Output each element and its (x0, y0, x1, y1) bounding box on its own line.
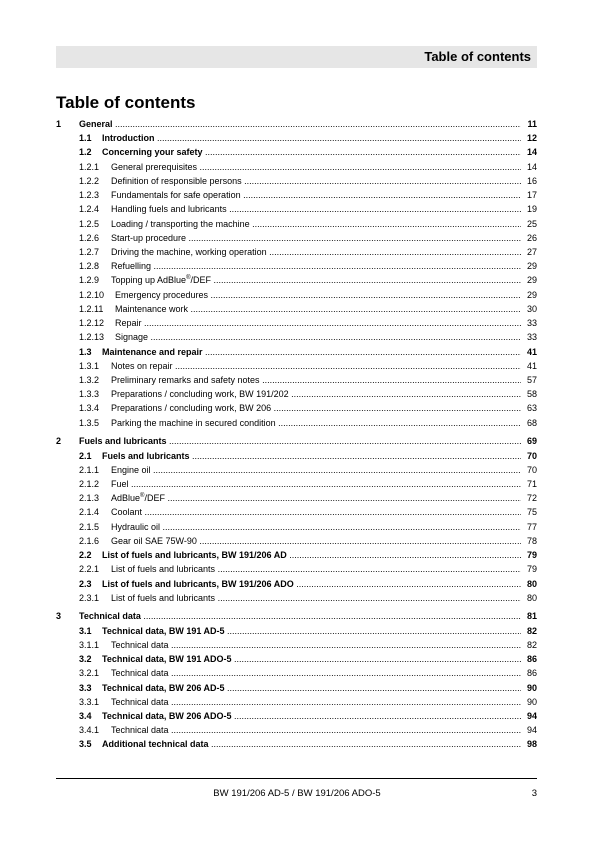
toc-entry-page: 82 (526, 639, 537, 650)
toc-entry-page: 75 (526, 507, 537, 518)
toc-entry-number: 1.2.10 (79, 289, 105, 300)
toc-entry-page: 90 (526, 682, 537, 693)
toc-entry-title (111, 373, 521, 387)
toc-entry-title (111, 723, 521, 737)
toc-entry-title-text: Loading / transporting the machine (111, 218, 250, 229)
toc-entry[interactable] (56, 609, 537, 623)
toc-entry-title-text: Signage (115, 332, 149, 343)
toc-entry-page: 98 (526, 739, 537, 750)
toc-entry-number: 2.1.4 (79, 507, 100, 518)
toc-entry-page: 17 (526, 190, 537, 201)
toc-entry-page: 33 (526, 318, 537, 329)
toc-entry-number: 1.1 (79, 133, 92, 144)
toc-entry-number: 1.2.7 (79, 246, 100, 257)
toc-entry[interactable] (56, 534, 537, 548)
toc-entry-title-text: Introduction (102, 133, 155, 144)
toc-entry[interactable] (56, 548, 537, 562)
toc-entry[interactable] (56, 259, 537, 273)
page-title: Table of contents (56, 93, 196, 112)
toc-entry-page: 79 (526, 564, 537, 575)
toc-entry-title-text: Start-up procedure (111, 232, 187, 243)
toc-entry-title-text: List of fuels and lubricants (111, 564, 216, 575)
toc-entry[interactable] (56, 591, 537, 605)
toc-entry-title-text: Refuelling (111, 261, 152, 272)
toc-entry[interactable] (56, 359, 537, 373)
toc-entry-title (111, 520, 521, 534)
toc-entry-page: 14 (526, 161, 537, 172)
toc-entry-title (115, 288, 521, 302)
toc-entry-title (102, 577, 521, 591)
toc-entry[interactable] (56, 695, 537, 709)
toc-entry-title (111, 505, 521, 519)
toc-entry-page: 70 (526, 450, 537, 461)
toc-entry-title-text: Additional technical data (102, 739, 209, 750)
toc-entry[interactable] (56, 330, 537, 344)
toc-entry[interactable] (56, 562, 537, 576)
toc-entry-page: 12 (526, 133, 537, 144)
toc-entry[interactable] (56, 345, 537, 359)
toc-entry-title-text: Technical data, BW 206 AD-5 (102, 682, 225, 693)
toc-entry[interactable] (56, 463, 537, 477)
toc-entry[interactable] (56, 577, 537, 591)
toc-entry-title (111, 259, 521, 273)
toc-entry-title (102, 737, 521, 751)
toc-entry-number: 3 (56, 611, 62, 622)
toc-entry-number: 1.2.4 (79, 204, 100, 215)
toc-entry-number: 3.2.1 (79, 668, 100, 679)
toc-entry-number: 2.2.1 (79, 564, 100, 575)
toc-entry-title-text: Notes on repair (111, 360, 173, 371)
toc-entry-title-text: Technical data, BW 191 ADO-5 (102, 654, 232, 665)
toc-entry-number: 2.3 (79, 578, 92, 589)
footer-page-number: 3 (531, 788, 537, 799)
toc-entry-title-text: Fundamentals for safe operation (111, 190, 241, 201)
toc-entry-title-text: Repair (115, 318, 142, 329)
toc-entry-page: 80 (526, 578, 537, 589)
toc-entry-number: 1.3.5 (79, 417, 100, 428)
running-header (56, 46, 537, 68)
toc-entry-title (111, 188, 521, 202)
toc-entry-title (79, 117, 521, 131)
toc-entry-page: 11 (527, 119, 537, 129)
toc-entry[interactable] (56, 505, 537, 519)
toc-entry-title-text: Coolant (111, 507, 143, 518)
toc-entry-title (111, 359, 521, 373)
toc-entry-number: 1.2.9 (79, 275, 100, 286)
toc-entry-title-text: AdBlue®/DEF (111, 493, 165, 504)
toc-entry-title (111, 273, 521, 287)
toc-entry-number: 2.1.3 (79, 493, 100, 504)
toc-entry-page: 86 (526, 668, 537, 679)
toc-entry-title (102, 652, 521, 666)
toc-entry-number: 3.1.1 (79, 639, 100, 650)
toc-entry-title-text: Technical data, BW 206 ADO-5 (102, 710, 232, 721)
toc-entry-title (115, 330, 521, 344)
toc-entry-title (102, 624, 521, 638)
toc-entry-title (102, 145, 521, 159)
toc-entry-title-text: Technical data (79, 611, 141, 622)
toc-entry-title (111, 245, 521, 259)
toc-entry-title-text: List of fuels and lubricants (111, 592, 216, 603)
toc-entry[interactable] (56, 709, 537, 723)
toc-entry[interactable] (56, 681, 537, 695)
toc-entry-page: 41 (526, 346, 537, 357)
toc-entry-number: 2.1.5 (79, 521, 100, 532)
toc-entry[interactable] (56, 401, 537, 415)
toc-entry[interactable] (56, 316, 537, 330)
toc-entry-title-text: Preparations / concluding work, BW 206 (111, 403, 272, 414)
toc-entry-page: 16 (526, 175, 537, 186)
toc-entry[interactable] (56, 624, 537, 638)
running-header-title: Table of contents (424, 49, 531, 64)
toc-entry-page: 29 (526, 275, 537, 286)
toc-entry-number: 1.3.3 (79, 389, 100, 400)
toc-entry-number: 1.3 (79, 346, 92, 357)
toc-entry-number: 1 (56, 119, 62, 129)
toc-entry-title (111, 463, 521, 477)
toc-entry[interactable] (56, 477, 537, 491)
toc-entry-number: 2.2 (79, 550, 92, 561)
toc-entry-number: 1.2.12 (79, 318, 105, 329)
toc-entry-title (102, 131, 521, 145)
toc-entry[interactable] (56, 434, 537, 448)
toc-entry-title (115, 302, 521, 316)
toc-entry[interactable] (56, 288, 537, 302)
toc-entry-page: 63 (526, 403, 537, 414)
toc-entry-page: 29 (526, 261, 537, 272)
toc-entry-title (115, 316, 521, 330)
toc-entry[interactable] (56, 145, 537, 159)
toc-entry-title-text: Parking the machine in secured condition (111, 417, 276, 428)
toc-entry-number: 1.3.1 (79, 360, 100, 371)
toc-entry-page: 72 (526, 493, 537, 504)
toc-entry-title-text: Technical data (111, 696, 169, 707)
toc-entry-title-text: Definition of responsible persons (111, 175, 242, 186)
toc-entry-title-text: Fuel (111, 478, 129, 489)
footer-divider (56, 778, 537, 779)
toc-entry-title-text: List of fuels and lubricants, BW 191/206 AD (102, 550, 287, 561)
toc-entry-number: 1.3.2 (79, 374, 100, 385)
toc-entry-title-text: Driving the machine, working operation (111, 246, 267, 257)
toc-entry-page: 69 (526, 436, 537, 447)
toc-entry-title (111, 666, 521, 680)
toc-entry[interactable] (56, 273, 537, 287)
toc-entry-title (111, 401, 521, 415)
toc-entry-title (111, 160, 521, 174)
toc-entry-title (111, 387, 521, 401)
toc-entry-title-text: Gear oil SAE 75W-90 (111, 535, 197, 546)
toc-entry-title-text: Technical data (111, 668, 169, 679)
toc-entry-page: 29 (526, 289, 537, 300)
toc-entry[interactable] (56, 723, 537, 737)
toc-entry-title (111, 638, 521, 652)
toc-entry-number: 2 (56, 436, 62, 447)
toc-entry-page: 78 (526, 535, 537, 546)
toc-entry-page: 26 (526, 232, 537, 243)
toc-entry-title (111, 695, 521, 709)
toc-entry-page: 58 (526, 389, 537, 400)
toc-entry-page: 81 (526, 611, 537, 622)
toc-entry-page: 86 (526, 654, 537, 665)
toc-entry-page: 71 (526, 478, 537, 489)
toc-entry-title (111, 217, 521, 231)
toc-entry-page: 14 (526, 147, 537, 158)
toc-entry[interactable] (56, 160, 537, 174)
toc-entry-title (111, 416, 521, 430)
toc-entry-title-text: List of fuels and lubricants, BW 191/206 ADO (102, 578, 294, 589)
toc-entry-page: 90 (526, 696, 537, 707)
toc-entry-title (79, 609, 521, 623)
toc-entry-title (102, 681, 521, 695)
toc-entry-number: 2.3.1 (79, 592, 100, 603)
toc-entry-title (79, 434, 521, 448)
toc-entry-title-text: Technical data (111, 639, 169, 650)
toc-entry-page: 79 (526, 550, 537, 561)
toc-entry-number: 2.1 (79, 450, 92, 461)
toc-entry[interactable] (56, 188, 537, 202)
toc-entry-page: 82 (526, 625, 537, 636)
toc-entry-title (111, 477, 521, 491)
toc-entry[interactable] (56, 245, 537, 259)
toc-entry-title-text: Technical data, BW 191 AD-5 (102, 625, 225, 636)
toc-entry-number: 2.1.6 (79, 535, 100, 546)
toc-entry[interactable] (56, 131, 537, 145)
toc-entry-number: 2.1.1 (79, 464, 100, 475)
toc-entry-number: 1.2.1 (79, 161, 100, 172)
toc-entry-title-text: Emergency procedures (115, 289, 209, 300)
toc-entry-number: 3.3 (79, 682, 92, 693)
toc-entry-number: 3.4 (79, 710, 92, 721)
toc-entry-title (102, 548, 521, 562)
toc-entry-title (111, 231, 521, 245)
toc-entry-number: 3.5 (79, 739, 92, 750)
toc-entry-title (111, 491, 521, 505)
toc-entry-title-text: Engine oil (111, 464, 151, 475)
toc-entry[interactable] (56, 638, 537, 652)
table-of-contents (56, 117, 537, 752)
toc-entry-title (102, 345, 521, 359)
footer-document-title: BW 191/206 AD-5 / BW 191/206 ADO-5 (213, 788, 381, 799)
toc-entry[interactable] (56, 174, 537, 188)
toc-entry[interactable] (56, 217, 537, 231)
toc-entry-number: 3.3.1 (79, 696, 100, 707)
toc-entry-title (111, 591, 521, 605)
toc-entry-page: 41 (526, 360, 537, 371)
toc-entry-title (102, 709, 521, 723)
toc-entry-title-text: Fuels and lubricants (79, 436, 167, 447)
toc-entry-title-text: Concerning your safety (102, 147, 203, 158)
toc-entry[interactable] (56, 202, 537, 216)
toc-entry-title-text: Preparations / concluding work, BW 191/202 (111, 389, 289, 400)
toc-entry-number: 3.1 (79, 625, 92, 636)
toc-entry-number: 2.1.2 (79, 478, 100, 489)
toc-entry-page: 33 (526, 332, 537, 343)
toc-entry-number: 3.4.1 (79, 725, 100, 736)
toc-entry-number: 1.2.13 (79, 332, 105, 343)
toc-entry[interactable] (56, 117, 537, 131)
toc-entry-number: 1.2.5 (79, 218, 100, 229)
toc-entry-title-text: Handling fuels and lubricants (111, 204, 227, 215)
toc-entry-number: 3.2 (79, 654, 92, 665)
toc-entry-page: 27 (526, 246, 537, 257)
toc-entry-title-text: Hydraulic oil (111, 521, 161, 532)
toc-entry[interactable] (56, 302, 537, 316)
toc-entry-page: 30 (526, 303, 537, 314)
toc-entry[interactable] (56, 491, 537, 505)
toc-entry-title-text: Maintenance work (115, 303, 189, 314)
toc-entry-title (111, 534, 521, 548)
toc-entry[interactable] (56, 231, 537, 245)
toc-entry-page: 57 (526, 374, 537, 385)
toc-entry-number: 1.2.2 (79, 175, 100, 186)
toc-entry-page: 19 (526, 204, 537, 215)
toc-entry[interactable] (56, 373, 537, 387)
toc-entry-title-text: Maintenance and repair (102, 346, 203, 357)
toc-entry-page: 94 (526, 725, 537, 736)
toc-entry-title (102, 449, 521, 463)
toc-entry[interactable] (56, 737, 537, 751)
toc-entry-title-text: Preliminary remarks and safety notes (111, 374, 260, 385)
toc-entry-page: 94 (526, 710, 537, 721)
toc-entry-number: 1.2.8 (79, 261, 100, 272)
toc-entry-title (111, 562, 521, 576)
toc-entry-page: 80 (526, 592, 537, 603)
toc-entry-title (111, 202, 521, 216)
toc-entry-number: 1.3.4 (79, 403, 100, 414)
toc-entry[interactable] (56, 449, 537, 463)
toc-entry-number: 1.2.3 (79, 190, 100, 201)
toc-entry-number: 1.2 (79, 147, 92, 158)
toc-entry[interactable] (56, 520, 537, 534)
toc-entry-page: 25 (526, 218, 537, 229)
toc-entry[interactable] (56, 652, 537, 666)
toc-entry[interactable] (56, 387, 537, 401)
toc-entry[interactable] (56, 416, 537, 430)
toc-entry-number: 1.2.6 (79, 232, 100, 243)
toc-entry-title-text: Topping up AdBlue®/DEF (111, 275, 212, 286)
toc-entry-title-text: Technical data (111, 725, 169, 736)
toc-entry-page: 68 (526, 417, 537, 428)
toc-entry-title (111, 174, 521, 188)
toc-entry-page: 70 (526, 464, 537, 475)
toc-entry-page: 77 (526, 521, 537, 532)
toc-entry-title-text: Fuels and lubricants (102, 450, 190, 461)
toc-entry-title-text: General prerequisites (111, 161, 198, 172)
toc-entry-title-text: General (79, 119, 113, 129)
toc-entry-number: 1.2.11 (79, 303, 104, 314)
toc-entry[interactable] (56, 666, 537, 680)
